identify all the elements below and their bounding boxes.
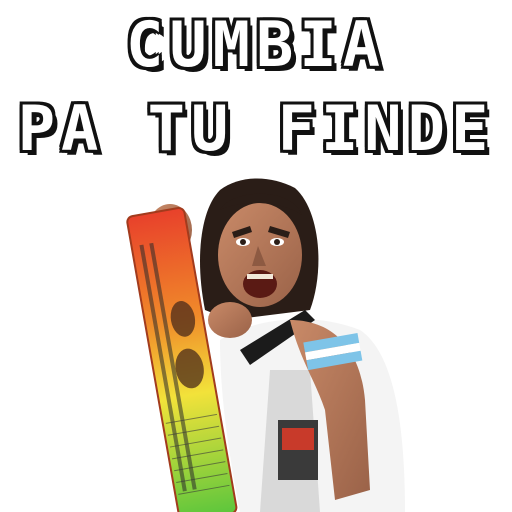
photo-man-with-keytar xyxy=(110,170,410,512)
caption-line-1: CUMBIA xyxy=(126,8,386,81)
caption-line-2: PA TU FINDE xyxy=(17,92,495,165)
